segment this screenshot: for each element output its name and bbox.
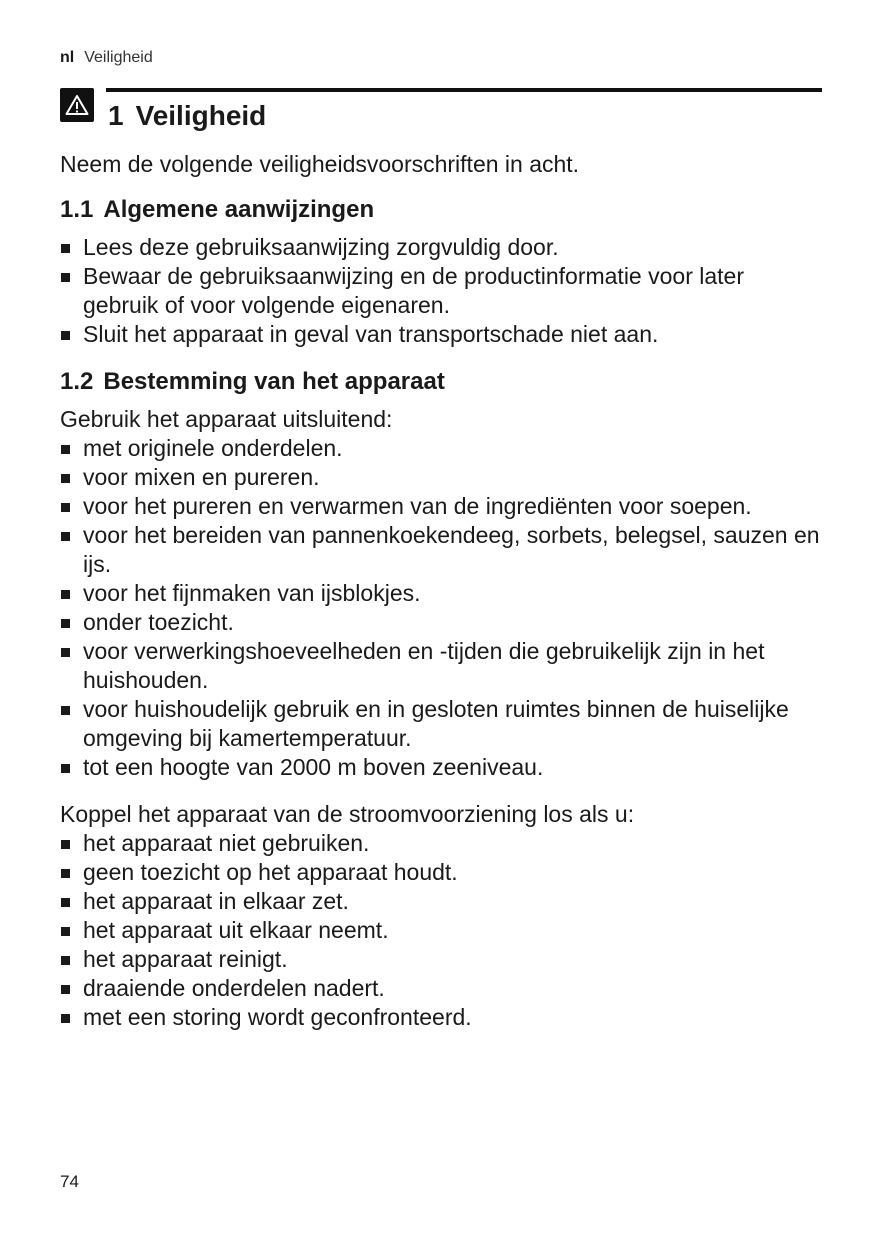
section-title: Algemene aanwijzingen: [103, 196, 375, 223]
list-item-text: Sluit het apparaat in geval van transportschade niet aan.: [83, 321, 659, 347]
bullet-square-icon: [61, 244, 70, 253]
list-item-text: Bewaar de gebruiksaanwijzing en de productinformatie voor later gebruik of voor volgende eigenaren.: [83, 263, 744, 318]
bullet-square-icon: [61, 503, 70, 512]
bullet-square-icon: [61, 927, 70, 936]
list-item: [60, 637, 820, 695]
bullet-square-icon: [61, 445, 70, 454]
bullet-square-icon: [61, 764, 70, 773]
running-header: [60, 48, 153, 68]
bullet-square-icon: [61, 706, 70, 715]
chapter-number: 1: [108, 100, 124, 131]
list-item-text: het apparaat niet gebruiken.: [83, 830, 370, 856]
bullet-square-icon: [61, 956, 70, 965]
list-item: [60, 463, 820, 492]
list-item-text: tot een hoogte van 2000 m boven zeeniveau.: [83, 754, 544, 780]
list-item-text: Lees deze gebruiksaanwijzing zorgvuldig door.: [83, 234, 559, 260]
list-item-text: onder toezicht.: [83, 609, 234, 635]
disconnect-lead: Koppel het apparaat van de stroomvoorziening los als u:: [60, 801, 635, 827]
running-header-section: Veiligheid: [84, 49, 153, 66]
list-item-text: geen toezicht op het apparaat houdt.: [83, 859, 458, 885]
general-instructions-list: [60, 233, 820, 349]
list-item: [60, 521, 820, 579]
list-item: [60, 916, 820, 945]
bullet-square-icon: [61, 590, 70, 599]
usage-lead: Gebruik het apparaat uitsluitend:: [60, 406, 393, 432]
intro-paragraph: Neem de volgende veiligheidsvoorschriften in acht.: [60, 151, 580, 177]
warning-triangle-icon: [60, 88, 94, 122]
section-heading-1-1: [60, 193, 820, 227]
list-item: [60, 608, 820, 637]
bullet-square-icon: [61, 331, 70, 340]
list-item: [60, 1003, 820, 1032]
list-item: [60, 233, 820, 262]
list-item: [60, 320, 820, 349]
list-item: [60, 974, 820, 1003]
list-item-text: voor het bereiden van pannenkoekendeeg, sorbets, belegsel, sauzen en ijs.: [83, 522, 820, 577]
list-item: [60, 945, 820, 974]
list-item-text: met originele onderdelen.: [83, 435, 343, 461]
bullet-square-icon: [61, 985, 70, 994]
list-item-text: het apparaat uit elkaar neemt.: [83, 917, 389, 943]
list-item-text: voor verwerkingshoeveelheden en -tijden die gebruikelijk zijn in het huishouden.: [83, 638, 765, 693]
section-title: Bestemming van het apparaat: [103, 368, 445, 395]
list-item-text: voor mixen en pureren.: [83, 464, 320, 490]
list-item-text: draaiende onderdelen nadert.: [83, 975, 385, 1001]
bullet-square-icon: [61, 619, 70, 628]
intended-use-list: [60, 434, 820, 782]
list-item: [60, 887, 820, 916]
list-item-text: met een storing wordt geconfronteerd.: [83, 1004, 472, 1030]
bullet-square-icon: [61, 898, 70, 907]
chapter-title-text: Veiligheid: [135, 100, 267, 131]
chapter-heading: [60, 88, 822, 140]
disconnect-conditions-list: [60, 829, 820, 1032]
section-number: 1.2: [60, 368, 94, 395]
page-content: [60, 150, 820, 1032]
bullet-square-icon: [61, 532, 70, 541]
language-code: nl: [60, 49, 75, 66]
list-item: [60, 434, 820, 463]
list-item: [60, 753, 820, 782]
page-number: 74: [60, 1172, 79, 1191]
bullet-square-icon: [61, 1014, 70, 1023]
list-item: [60, 262, 820, 320]
bullet-square-icon: [61, 273, 70, 282]
section-heading-1-2: [60, 365, 820, 399]
bullet-square-icon: [61, 474, 70, 483]
chapter-title: [108, 98, 266, 134]
list-item-text: voor huishoudelijk gebruik en in gesloten ruimtes binnen de huiselijke omgeving bij kamertemperatuur.: [83, 696, 789, 751]
list-item: [60, 492, 820, 521]
list-item: [60, 695, 820, 753]
list-item: [60, 829, 820, 858]
list-item-text: het apparaat in elkaar zet.: [83, 888, 349, 914]
list-item-text: voor het pureren en verwarmen van de ingrediënten voor soepen.: [83, 493, 752, 519]
list-item: [60, 858, 820, 887]
list-item: [60, 579, 820, 608]
list-item-text: het apparaat reinigt.: [83, 946, 288, 972]
list-item-text: voor het fijnmaken van ijsblokjes.: [83, 580, 421, 606]
bullet-square-icon: [61, 840, 70, 849]
bullet-square-icon: [61, 869, 70, 878]
chapter-rule: [106, 88, 822, 92]
bullet-square-icon: [61, 648, 70, 657]
section-number: 1.1: [60, 196, 94, 223]
